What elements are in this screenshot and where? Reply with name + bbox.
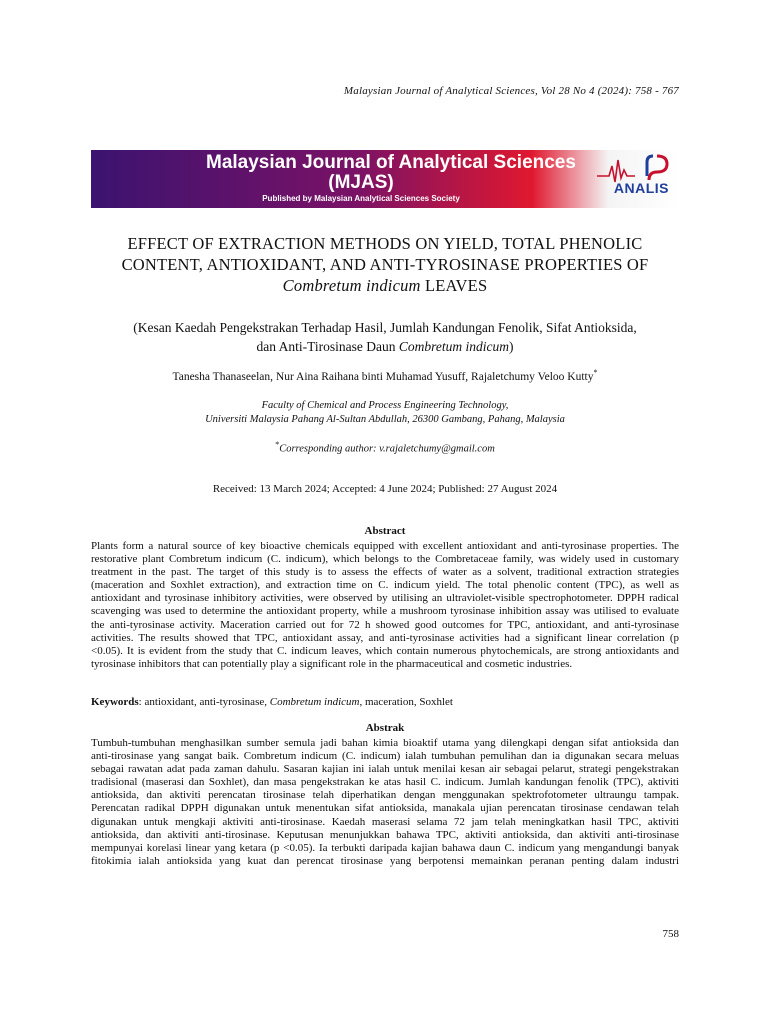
title-line (91, 275, 679, 296)
title-line: EFFECT OF EXTRACTION METHODS ON YIELD, TOTAL PHENOLIC (127, 234, 643, 253)
abstract-body (91, 540, 679, 671)
banner-title: Malaysian Journal of Analytical Sciences (206, 152, 576, 173)
malay-title-line: (Kesan Kaedah Pengekstrakan Terhadap Hasil, Jumlah Kandungan Fenolik, Sifat Antioksida, (133, 320, 637, 335)
keywords-label: Keywords (91, 696, 139, 708)
abstract-line: the anti-tyrosinase activity. Maceration carried out for 72 h showed good outcomes for TPC, antioxidant, and anti-tyrosinase (91, 618, 679, 631)
abstrak-line: mempunyai korelasi linear yang ketara (p <0.05). Ia terbukti daripada kajian bahawa daun C. indicum yang mengandungi banyak (91, 841, 679, 854)
affiliation-line: Universiti Malaysia Pahang Al-Sultan Abdullah, 26300 Gambang, Pahang, Malaysia (205, 414, 565, 425)
author-names: Tanesha Thanaseelan, Nur Aina Raihana binti Muhamad Yusuff, Rajaletchumy Veloo Kutty (172, 370, 594, 383)
malay-title (91, 318, 679, 356)
abstract-line: (maceration and Soxhlet extraction), and extraction time on C. indicum yield. The total phenolic content (TPC), as well as (91, 579, 679, 592)
corresponding-mark: * (593, 368, 598, 377)
banner-logo-text: ANALIS (613, 180, 669, 196)
abstrak-line: anti-tirosinase yang sangat baik. Combretum indicum (C. indicum) ialah tumbuhan pemulihan dan ia digunakan secara meluas (91, 750, 679, 763)
abstrak-line: tradisional (maserasi dan Soxhlet), dan masa pengekstrakan ke atas hasil C. indicum. Jumlah kandungan fenolik (TPC), aktiviti (91, 776, 679, 789)
abstrak-line: digunakan untuk mengkaji aktiviti anti-tirosinase. Kaedah maserasi selama 72 jam telah meningkatkan hasil TPC, aktiviti (91, 815, 679, 828)
analis-logo-icon (595, 152, 675, 206)
abstrak-line: antioksida, dan aktiviti perencatan tirosinase telah diperhatikan dengan menggunakan spektrofotometer ultraungu tampak. (91, 789, 679, 802)
title-line: CONTENT, ANTIOXIDANT, AND ANTI-TYROSINASE PROPERTIES OF (121, 255, 649, 274)
journal-banner (91, 150, 679, 208)
malay-title-text: dan Anti-Tirosinase Daun (256, 339, 399, 354)
abstract-line: antioxidant and tyrosinase inhibitory activities, were observed by utilising an ultraviolet-visible spectrophotometer. DPPH radical (91, 592, 679, 605)
abstract-heading: Abstract (364, 525, 406, 537)
title-species: Combretum indicum (282, 276, 421, 295)
abstrak-line: Tumbuh-tumbuhan menghasilkan sumber semula jadi bahan kimia bioaktif utama yang dilengkapi dengan sifat antioksida dan (91, 737, 679, 749)
abstrak-heading: Abstrak (365, 722, 405, 734)
keywords-species: Combretum indicum (269, 696, 360, 708)
abstract-line: scavenging was used to determine the antioxidant property, while a mushroom tyrosinase inhibition assay was utilised to evaluate (91, 605, 679, 618)
page-number: 758 (662, 928, 679, 940)
malay-title-line (91, 337, 679, 356)
abstract-line: restorative plant Combretum indicum (C. indicum), which belongs to the Combretaceae family, was widely used in customary (91, 553, 679, 566)
paper-title (91, 233, 679, 296)
journal-citation: Malaysian Journal of Analytical Sciences, Vol 28 No 4 (2024): 758 - 767 (343, 85, 679, 97)
abstrak-line: sebagai rawatan adat pada zaman dahulu. Sasaran kajian ini ialah untuk menilai kesan air sebagai pelarut, strategi pengekstrakan (91, 763, 679, 776)
keywords-text: : antioxidant, anti-tyrosinase, (138, 696, 270, 708)
abstract-line: tyrosinase inhibitors that can potentially play a significant role in the pharmaceutical and cosmetic industries. (91, 657, 573, 670)
abstrak-line: antioksida, dan aktiviti anti-tirosinase. Keputusan menunjukkan bahawa TPC, aktiviti antioksida, dan aktiviti anti-tirosinase (91, 828, 679, 841)
abstrak-body (91, 737, 679, 868)
abstract-line: activities. The results showed that TPC, antioxidant assay, and anti-tyrosinase activities had a significant linear correlation (p (91, 631, 679, 644)
affiliation (91, 399, 679, 427)
abstract-line: Plants form a natural source of key bioactive chemicals equipped with excellent antioxidant and anti-tyrosinase properties. The (91, 540, 679, 552)
title-tail: LEAVES (420, 276, 488, 295)
corresponding-email: Corresponding author: v.rajaletchumy@gmail.com (279, 443, 495, 455)
banner-abbreviation: (MJAS) (328, 172, 394, 193)
keywords (91, 696, 679, 708)
publication-dates: Received: 13 March 2024; Accepted: 4 June 2024; Published: 27 August 2024 (212, 483, 558, 495)
malay-title-close: ) (509, 339, 514, 354)
malay-title-species: Combretum indicum (398, 339, 509, 354)
author-list (91, 368, 679, 383)
abstract-line: treatment in the past. The target of this study is to assess the effects of water as a solvent, traditional extraction strategies (91, 566, 679, 579)
affiliation-line: Faculty of Chemical and Process Engineering Technology, (261, 400, 509, 411)
keywords-text: , maceration, Soxhlet (359, 696, 453, 708)
banner-subtitle: Published by Malaysian Analytical Sciences Society (262, 194, 460, 203)
corresponding-author (91, 440, 679, 455)
abstract-line: <0.05). It is evident from the study that C. indicum leaves, which contain numerous phytochemicals, are strong antioxidants and (91, 644, 679, 657)
corresponding-mark: * (275, 440, 280, 449)
abstrak-line: fitokimia ialah antioksida yang kuat dan perencat tirosinase yang berpotensi memainkan peranan penting dalam industri (91, 854, 679, 867)
abstrak-line: Perencatan radikal DPPH digunakan untuk menentukan sifat antioksida, manakala ujian perencatan tirosinase cendawan telah (91, 802, 679, 815)
